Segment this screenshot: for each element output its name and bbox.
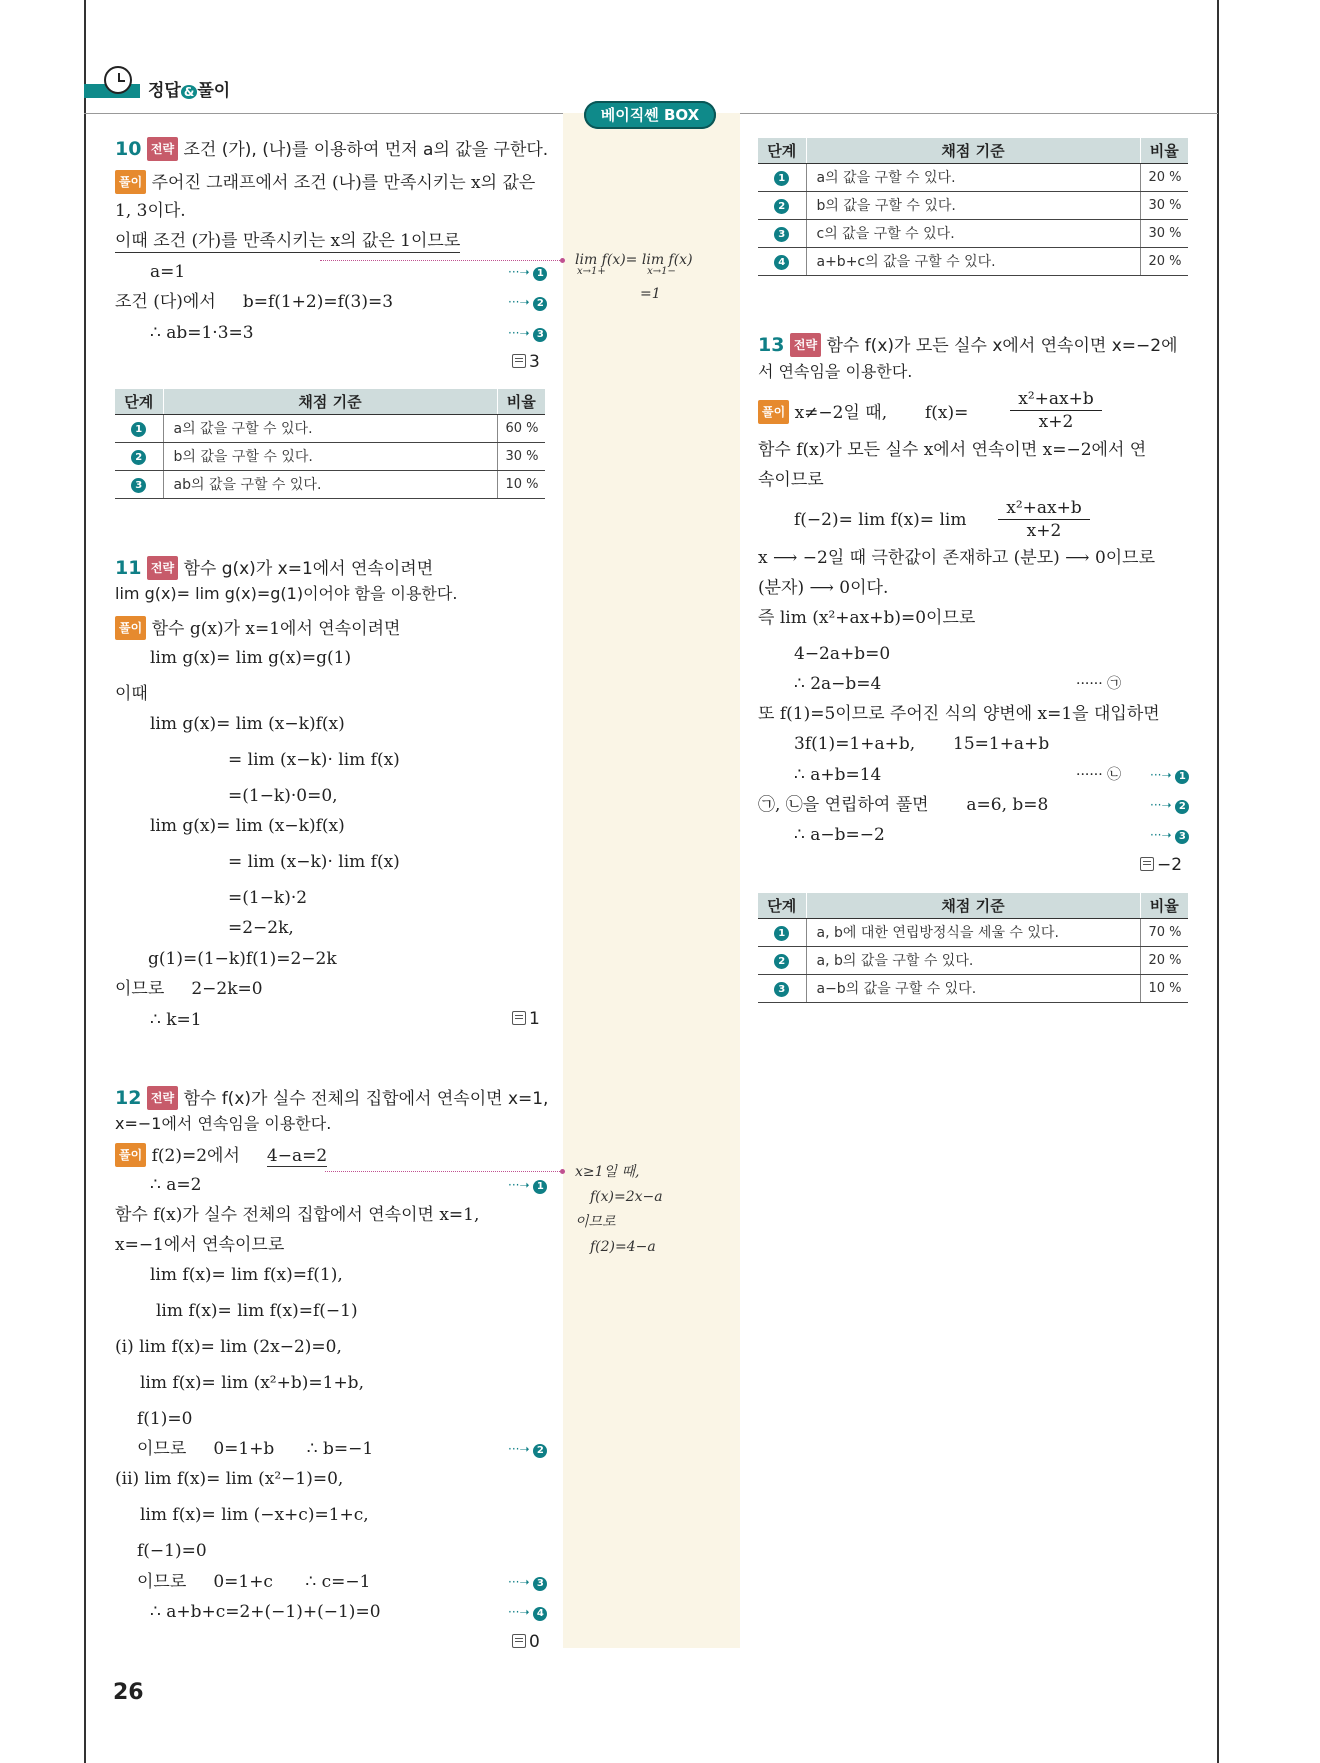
side-note-10: lim f(x)= lim f(x) x→1+ x→1− =1 <box>575 252 693 302</box>
problem-13-strategy-2: 서 연속임을 이용한다. <box>758 362 913 381</box>
problem-13-line-3: 속이므로 <box>758 470 824 490</box>
problem-12-line-3: 함수 f(x)가 실수 전체의 집합에서 연속이면 x=1, <box>115 1205 480 1225</box>
problem-13-strategy-1: 13 전략 함수 f(x)가 모든 실수 x에서 연속이면 x=−2에 <box>758 334 1178 356</box>
fraction-2: x²+ax+b x+2 <box>998 497 1090 542</box>
problem-13-line-11: 3f(1)=1+a+b, 15=1+a+b <box>794 734 1050 754</box>
table-row: 2 b의 값을 구할 수 있다. 30 % <box>758 191 1188 219</box>
problem-11-line-9: =(1−k)·2 <box>228 888 308 908</box>
step-mark-2: ···➝ 2 <box>508 1442 547 1458</box>
problem-12-line-9: f(1)=0 <box>137 1409 193 1429</box>
score-table-13: 단계 채점 기준 비율 1 a, b에 대한 연립방정식을 세울 수 있다. 70 % 2 a, b의 값을 구할 수 있다. 20 % 3 a−b의 값을 구할 수 있다. 10 % <box>758 893 1188 1003</box>
problem-10-line-2: 1, 3이다. <box>115 201 186 221</box>
problem-12-line-8: lim f(x)= lim (x²+b)=1+b, <box>140 1373 364 1393</box>
problem-11-strategy-2: lim g(x)= lim g(x)=g(1)이어야 함을 이용한다. <box>115 584 458 603</box>
answer-13: −2 <box>1140 855 1182 875</box>
basic-box-column <box>563 113 740 1648</box>
table-row: 3 ab의 값을 구할 수 있다. 10 % <box>115 470 545 498</box>
problem-12-line-11: (ii) lim f(x)= lim (x²−1)=0, <box>115 1469 344 1489</box>
table-row: 3 c의 값을 구할 수 있다. 30 % <box>758 219 1188 247</box>
problem-10-strategy: 10 전략 조건 (가), (나)를 이용하여 먼저 a의 값을 구한다. <box>115 138 549 160</box>
problem-13-line-8: 4−2a+b=0 <box>794 644 891 664</box>
problem-13-line-2: 함수 f(x)가 모든 실수 x에서 연속이면 x=−2에서 연 <box>758 440 1147 460</box>
leader-line-12 <box>325 1171 560 1172</box>
section-title: 정답 & 풀이 <box>148 81 231 101</box>
problem-11-line-2: lim g(x)= lim g(x)=g(1) <box>150 648 352 668</box>
table-row: 1 a의 값을 구할 수 있다. 20 % <box>758 163 1188 191</box>
answer-11: 1 <box>512 1009 540 1029</box>
problem-12-strategy-2: x=−1에서 연속임을 이용한다. <box>115 1114 332 1133</box>
problem-11-line-7: lim g(x)= lim (x−k)f(x) <box>150 816 345 836</box>
problem-12-line-13: f(−1)=0 <box>137 1541 207 1561</box>
table-row: 4 a+b+c의 값을 구할 수 있다. 20 % <box>758 247 1188 275</box>
leader-dot-12 <box>560 1169 565 1174</box>
problem-12-line-14: 이므로 0=1+c ∴ c=−1 <box>137 1572 371 1592</box>
answer-icon <box>512 1634 526 1648</box>
problem-11-line-12: 이므로 2−2k=0 <box>115 979 263 999</box>
step-mark-3: ···➝ 3 <box>1150 828 1189 844</box>
problem-13-line-9: ∴ 2a−b=4 <box>794 674 882 694</box>
step-mark-2: ···➝ 2 <box>508 295 547 311</box>
problem-10-line-4: a=1 <box>150 262 186 282</box>
problem-10-line-1: 풀이 주어진 그래프에서 조건 (나)를 만족시키는 x의 값은 <box>115 170 535 194</box>
problem-13-line-10: 또 f(1)=5이므로 주어진 식의 양변에 x=1을 대입하면 <box>758 704 1160 724</box>
answer-10: 3 <box>512 352 540 372</box>
answer-icon <box>512 1011 526 1025</box>
problem-12-line-4: x=−1에서 연속이므로 <box>115 1235 285 1255</box>
leader-line-10 <box>320 260 560 261</box>
problem-11-line-6: =(1−k)·0=0, <box>228 786 338 806</box>
problem-13-line-14: ∴ a−b=−2 <box>794 825 885 845</box>
score-table-10: 단계 채점 기준 비율 1 a의 값을 구할 수 있다. 60 % 2 b의 값을 구할 수 있다. 30 % 3 ab의 값을 구할 수 있다. 10 % <box>115 389 545 499</box>
problem-11-line-3: 이때 <box>115 684 148 704</box>
answer-12: 0 <box>512 1632 540 1652</box>
problem-13-line-1: 풀이 x≠−2일 때, f(x)= <box>758 400 968 424</box>
page-border-left <box>84 0 86 1763</box>
step-mark-2: ···➝ 2 <box>1150 798 1189 814</box>
clock-icon <box>104 66 132 94</box>
table-row: 1 a의 값을 구할 수 있다. 60 % <box>115 414 545 442</box>
problem-12-strategy-1: 12 전략 함수 f(x)가 실수 전체의 집합에서 연속이면 x=1, <box>115 1087 549 1109</box>
problem-11-line-13: ∴ k=1 <box>150 1010 202 1030</box>
problem-11-line-8: = lim (x−k)· lim f(x) <box>228 852 400 872</box>
problem-12-line-12: lim f(x)= lim (−x+c)=1+c, <box>140 1505 369 1525</box>
answer-icon <box>512 354 526 368</box>
problem-11-line-1: 풀이 함수 g(x)가 x=1에서 연속이려면 <box>115 616 400 640</box>
step-mark-4: ···➝ 4 <box>508 1605 547 1621</box>
table-row: 1 a, b에 대한 연립방정식을 세울 수 있다. 70 % <box>758 918 1188 946</box>
table-row: 2 b의 값을 구할 수 있다. 30 % <box>115 442 545 470</box>
problem-12-line-10: 이므로 0=1+b ∴ b=−1 <box>137 1439 374 1459</box>
problem-13-line-5: x ⟶ −2일 때 극한값이 존재하고 (분모) ⟶ 0이므로 <box>758 548 1156 568</box>
problem-11-line-4: lim g(x)= lim (x−k)f(x) <box>150 714 345 734</box>
problem-13-line-12: ∴ a+b=14 <box>794 765 882 785</box>
step-mark-3: ···➝ 3 <box>508 1575 547 1591</box>
problem-13-line-6: (분자) ⟶ 0이다. <box>758 578 889 598</box>
answer-icon <box>1140 857 1154 871</box>
problem-13-line-4: f(−2)= lim f(x)= lim <box>794 510 967 530</box>
problem-10-line-5: 조건 (다)에서 b=f(1+2)=f(3)=3 <box>115 292 394 312</box>
problem-12-line-15: ∴ a+b+c=2+(−1)+(−1)=0 <box>150 1602 381 1622</box>
score-table-12: 단계 채점 기준 비율 1 a의 값을 구할 수 있다. 20 % 2 b의 값을 구할 수 있다. 30 % 3 c의 값을 구할 수 있다. 30 % 4 a+b+c의 값을 구할 수 있다. 20 % <box>758 138 1188 276</box>
problem-11-strategy-1: 11 전략 함수 g(x)가 x=1에서 연속이려면 <box>115 557 434 579</box>
step-mark-1: ···➝ 1 <box>1150 768 1189 784</box>
problem-12-line-6: lim f(x)= lim f(x)=f(−1) <box>156 1301 358 1321</box>
fraction-1: x²+ax+b x+2 <box>1010 388 1102 433</box>
table-row: 2 a, b의 값을 구할 수 있다. 20 % <box>758 946 1188 974</box>
problem-11-line-5: = lim (x−k)· lim f(x) <box>228 750 400 770</box>
equation-marker-b: ······ ㉡ <box>1076 767 1122 783</box>
problem-12-line-5: lim f(x)= lim f(x)=f(1), <box>150 1265 343 1285</box>
problem-11-line-11: g(1)=(1−k)f(1)=2−2k <box>148 949 337 969</box>
problem-12-line-2: ∴ a=2 <box>150 1175 202 1195</box>
equation-marker-a: ······ ㉠ <box>1076 676 1122 692</box>
problem-11-line-10: =2−2k, <box>228 918 294 938</box>
step-mark-1: ···➝ 1 <box>508 265 547 281</box>
page-number: 26 <box>113 1680 144 1705</box>
leader-dot-10 <box>560 258 565 263</box>
problem-10-line-3: 이때 조건 (가)를 만족시키는 x의 값은 1이므로 <box>115 231 461 251</box>
table-row: 3 a−b의 값을 구할 수 있다. 10 % <box>758 974 1188 1002</box>
problem-12-line-7: (i) lim f(x)= lim (2x−2)=0, <box>115 1337 342 1357</box>
problem-13-line-13: ㉠, ㉡을 연립하여 풀면 a=6, b=8 <box>758 795 1049 815</box>
step-mark-3: ···➝ 3 <box>508 326 547 342</box>
problem-12-line-1: 풀이 f(2)=2에서 4−a=2 <box>115 1143 327 1167</box>
problem-13-line-7: 즉 lim (x²+ax+b)=0이므로 <box>758 608 976 628</box>
page-border-right <box>1217 0 1219 1763</box>
problem-10-line-6: ∴ ab=1·3=3 <box>150 323 254 343</box>
step-mark-1: ···➝ 1 <box>508 1178 547 1194</box>
side-note-12: x≥1일 때, f(x)=2x−a 이므로 f(2)=4−a <box>575 1164 663 1255</box>
basic-box-tag: 베이직쎈 BOX <box>584 101 716 129</box>
